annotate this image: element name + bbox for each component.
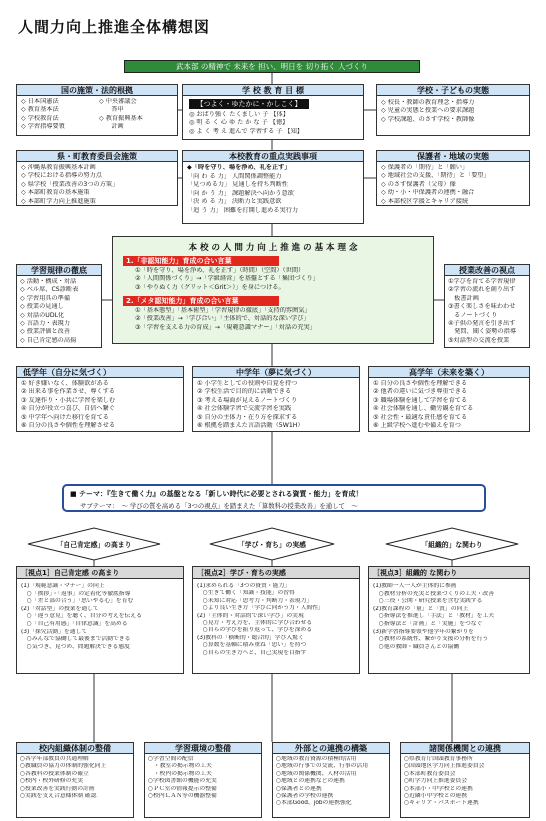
bottom-list-1: ○各学年部教員の共通理解 ○教職員の協力の体制的強化向上 ○各教科の授業体制の確立 ○校内・校外研修の充実 ○授業改善を実践行動の計画 ○実践を支え合意様体制 確認 bbox=[20, 756, 107, 800]
bottom-list-3: ○地域の教育資源の積極的活用 ○地域の行事での交流、行事の活用 ○地域の関係機関、人材の活用 ○地域との連携などの連携 ○保護者との連携 ○保護者の学校の連携 ○本部Good、jobの連携強化 bbox=[276, 756, 369, 807]
bottom-header-3: 外部との連携の構築 bbox=[273, 743, 389, 754]
theme-line: ■ テーマ：『生きて働く力』の基盤となる「新しい時代に必要とされる資質・能力」を育成！ bbox=[70, 490, 363, 498]
prefecture-policy-header: 県・町教育委員会施策 bbox=[17, 151, 177, 162]
view1-list: (1)「規範意識・マナー」の向上 ○「挨拶」・「返事」の定着化等徹底指導 ○「差と部の合う」「思いやる心」を育む (2)「対話型」の授業を通して ○「違う意見」を聴く、自分の考えを伝える ○「自己有用感」「自律意識」を高める (3)「探究活動」を通して ○みんなで協働して最後まで活動できる ○気づき、見つめ、問題解決できる態度 bbox=[21, 583, 142, 650]
concept-section1-title: 1.「非認知能力」育成の合い言葉 bbox=[123, 256, 279, 266]
grade-lower-header: 低学年（自分に気づく） bbox=[17, 367, 183, 378]
bottom-box-2 bbox=[144, 742, 262, 818]
priority-row: 「向 か う 力」 課題解決へ向かう意欲 bbox=[187, 189, 294, 197]
basic-concept-box bbox=[112, 236, 434, 344]
grade-middle-header: 中学年（夢に気づく） bbox=[193, 367, 359, 378]
page-title: 人間力向上推進全体構想図 bbox=[18, 18, 211, 36]
view3-list: (1)教師一人一人が主体的に参画 ○教材分析の充実と授業づくりの工夫・改善 ○三役・公開・研究授業を含む実践する (2)教育課程の「量」と「質」の向上 ○指導法を推進し「手法」と「教材」を工夫 ○指導法と「計画」と「実施」をつなぐ (3)新学習指導要領や他学年の繋がりを ○教材の系統性、繋がり支援の分析を行う ○他の教師・職員さんとの協働 bbox=[373, 583, 494, 650]
school-goal-header: 学 校 教 育 目 標 bbox=[183, 85, 363, 96]
school-children-header: 学校・子どもの実態 bbox=[377, 85, 529, 96]
grade-middle-list: ① 小学生としての役割や自覚を持つ ② 学校生活で目的的に活動できる ③ 考える場面が見えるノートづくり ④ 社会体験学習で交流学習を実践 ⑤ 自分の主体力・在り方を探求する ⑥ 根拠を踏まえた言語活動（5W1H） bbox=[197, 380, 304, 430]
concept-section1-list: ①「時を守り、場を浄め、礼を正す」（時間）（空間）（世間） ②「人間関係づくり」→「学級経営」を基盤とする「集団づくり」 ③「やりぬく力（グリット＜Grit＞）」を身につける。 bbox=[135, 267, 319, 291]
school-children-box bbox=[376, 84, 530, 136]
lesson-improvement-box bbox=[444, 264, 530, 348]
grade-middle-box bbox=[192, 366, 360, 432]
bottom-header-1: 校内組織体制の整備 bbox=[17, 743, 133, 754]
basic-concept-header: 本 校 の 人 間 力 向 上 推 進 の 基 本 理 念 bbox=[188, 243, 358, 253]
view1-box bbox=[16, 566, 184, 674]
guardian-community-box bbox=[376, 150, 530, 206]
grade-upper-header: 高学年（未来を築く） bbox=[369, 367, 529, 378]
school-goal-list: ◎ おばり強く たくましい 子 【体】 ◎ 明 る く 心 ゆ た か な 子 【徳】 ◎ よ く 考 え 進んで 学習する 子 【知】 bbox=[189, 111, 303, 135]
bottom-list-2: ○学習空間の配信 ・教室の掲示物の工夫 ・校内の掲示物の工夫 ○学校図書館の機能の充実 ○ＰＣ室の情報提示の整備 ○校内ＬＡＮ等の機器整備 bbox=[148, 756, 217, 800]
bottom-header-4: 諸関係機関との連携 bbox=[401, 743, 529, 754]
national-policy-box bbox=[16, 84, 178, 136]
discipline-header: 学習規律の徹底 bbox=[17, 265, 101, 276]
view3-box bbox=[368, 566, 530, 674]
school-goal-box bbox=[182, 84, 364, 140]
lesson-improvement-list: ①学びを育てる学習規律 ②学習の流れを創り出す 板書計画 ③書く楽しさを味わわせ るノートづくり ④子供の発言を引き出す 発問、聞く姿勢の指導 ⑤対話型の交流を授業 bbox=[448, 278, 517, 344]
priority-practice-header: 本校教育の重点実践事項 bbox=[183, 151, 363, 162]
priority-row: 「追 う 力」 困難を打開し進める実行力 bbox=[187, 206, 299, 214]
guardian-community-list: ◇ 保護者の「期待」と「願い」 ◇ 地域社会の支援、「期待」と「要望」 ◇ のさす保護者（父母）像 ◇ 幼・小・中保護者の連携・融合 ◇ 本部校区学援とキャリア接続 bbox=[381, 164, 490, 205]
national-policy-header: 国の施策・法的根拠 bbox=[17, 85, 177, 96]
theme-box bbox=[62, 484, 486, 512]
view1-header: ［視点1］自己肯定感 の高まり bbox=[17, 567, 183, 579]
prefecture-policy-list: ◇ 沖縄県教育振興基本計画 ◇ 学校における指導の努力点 ◇ 県学校「授業改善の3つの方策」 ◇ 本部町教育の基本施策 ◇ 本部町学力向上推進施策 bbox=[21, 164, 119, 205]
bottom-header-2: 学習環境の整備 bbox=[145, 743, 261, 754]
motto-bar: 武本部 の精神で 未来を 担い、明日を 切り拓く 人づくり bbox=[124, 60, 420, 73]
grade-lower-list: ① 好き嫌いなく、体験欲がある ② 出来る事を作業させ、尊くする ③ 友達作り・小共に学習を楽しむ ④ 自分が役立つ喜び、自信へ繋ぐ ⑤ 中学年へ向けた移行を育てる ⑥ 自分の良さや個性を理解させる bbox=[21, 380, 116, 430]
discipline-box bbox=[16, 264, 102, 348]
grade-upper-list: ① 自分の良さや個性を理解できる ② 他者の違いに気づき尊重できる ③ 職場体験を通して学習を育てる ④ 社会体験を通し、働労観を育てる ⑤ 社会性・最適な責任感を育てる ⑥ 上級学校へ進むや備えを育つ bbox=[373, 380, 474, 430]
national-policy-list: ◇ 日本国憲法 ◇ 教育基本法 ◇ 学校教育法 ◇ 学習指導要領 bbox=[21, 98, 65, 131]
view2-header: ［視点2］学び・育ちの実感 bbox=[193, 567, 359, 579]
priority-practice-lead: ◆「時を守り、場を浄め、礼を正す」 bbox=[187, 164, 291, 171]
concept-section2-list: ①「基本態型」「基本術型」「学習規律の徹底」「支持的雰囲気」 ②「授業改善」→「学び合い」「主体的で、対話的な深い学び」 ③「学習を支える力の育成」→「規範意識マナー」「対話の充実」 bbox=[135, 307, 316, 331]
grade-upper-box bbox=[368, 366, 530, 432]
view3-header: ［視点3］組織的 な関わり bbox=[369, 567, 529, 579]
school-children-list: ◇ 校長・教師の教育理念・指導力 ◇ 児童の実態と授業への要求課題 ◇ 学校課題、のさす学校・教師像 bbox=[381, 99, 475, 123]
priority-practice-box bbox=[182, 150, 364, 224]
lesson-improvement-header: 授業改善の視点 bbox=[445, 265, 529, 276]
discipline-list: ◇ 活動・構成・対話 ◇ ベル席、CS診断表 ◇ 学習用具の準備 ◇ 授業の見通し ◇ 対話のUDL化 ◇ 言語力・表現力 ◇ 授業評価と改善 ◇ 自己肯定感の高揚 bbox=[20, 278, 79, 344]
national-policy-list-2: ◇ 中央審議会 答申 ◇ 教育振興基本 計画 bbox=[99, 98, 143, 131]
grade-lower-box bbox=[16, 366, 184, 432]
priority-row: 「見つめる力」 見通しを持ち判断性 bbox=[187, 181, 288, 189]
priority-practice-rows bbox=[187, 173, 363, 215]
priority-row: 「決 め る 力」 決断力と実践意欲 bbox=[187, 198, 282, 206]
subtheme-line: サブテーマ： ～ 学びの質を高める「3つの視点」を踏まえた「算数科の授業改善」を通して ～ bbox=[80, 502, 358, 510]
bottom-box-3 bbox=[272, 742, 390, 818]
guardian-community-header: 保護者・地域の実態 bbox=[377, 151, 529, 162]
priority-row: 「向 わ る 力」 人間関係調整能力 bbox=[187, 173, 282, 180]
view2-box bbox=[192, 566, 360, 674]
diamond-self-esteem-label: 「自己肯定感」の高まり bbox=[56, 541, 132, 549]
view2-list: (1)求められる「3つの資質・能力」 ○生きて働く「知識・技能」の習得 ○未知に対応「思考力・判断力・表現力」 ○より良い生き方「学びに向かう力・人間性」 (2)「主体的・対話的で深い学び」の実現 ○見方・考え方を、主体的に学び合わせる ○自らの学びを振り返って、学びを深める (3)教科の「横断的・総合的」学び入驚く ○算数を基軸に積み重ね「思い」を持つ ○自らの生き方へと、自己実現を目指す bbox=[197, 583, 324, 656]
diamond-organization-label: 「組織的」な関わり bbox=[421, 541, 483, 549]
bottom-list-4: ○県教育庁国頭教育事務所 ○国頭地区学力向上推進委員会 ○本部町教育委員会 ○町学力向上推進委員会 ○本部小・中学校との連携 ○近隣小中学校との連携 ○キャリア・パスポート連携 bbox=[404, 756, 485, 807]
school-goal-banner: 【つよく・ゆたかに・かしこく】 bbox=[189, 99, 309, 109]
concept-section2-title: 2.「メタ認知能力」育成の合い言葉 bbox=[123, 296, 279, 306]
diamond-learning-label: 「学び・育ち」の実感 bbox=[238, 541, 306, 549]
bottom-box-1 bbox=[16, 742, 134, 818]
bottom-box-4 bbox=[400, 742, 530, 818]
prefecture-policy-box bbox=[16, 150, 178, 206]
